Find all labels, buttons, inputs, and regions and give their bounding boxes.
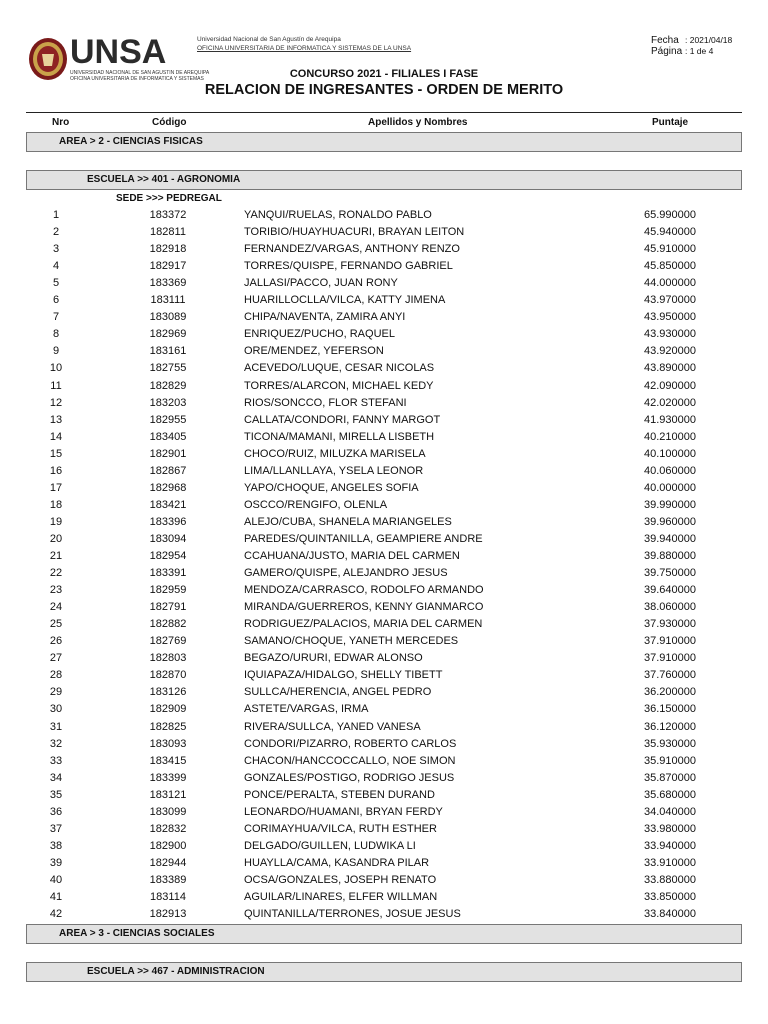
row-nombre: MIRANDA/GUERREROS, KENNY GIANMARCO xyxy=(244,601,484,614)
table-row xyxy=(0,567,768,584)
pagina-value: : 1 de 4 xyxy=(685,46,714,56)
col-codigo: Código xyxy=(152,117,187,128)
row-nombre: TICONA/MAMANI, MIRELLA LISBETH xyxy=(244,430,435,443)
row-nombre: SULLCA/HERENCIA, ANGEL PEDRO xyxy=(244,686,432,699)
row-nombre: CHOCO/RUIZ, MILUZKA MARISELA xyxy=(244,447,426,460)
row-puntaje: 43.920000 xyxy=(644,345,696,358)
row-puntaje: 36.150000 xyxy=(644,703,696,716)
document-meta xyxy=(651,35,732,57)
row-nombre: CORIMAYHUA/VILCA, RUTH ESTHER xyxy=(244,822,437,835)
row-puntaje: 43.950000 xyxy=(644,311,696,324)
row-nro: 36 xyxy=(49,805,63,818)
row-nro: 42 xyxy=(49,908,63,921)
row-codigo: 183372 xyxy=(149,209,187,221)
row-codigo: 182968 xyxy=(149,481,187,494)
row-puntaje: 39.960000 xyxy=(644,515,696,528)
table-row xyxy=(0,618,768,635)
row-codigo: 183126 xyxy=(149,686,187,699)
row-nombre: HUAYLLA/CAMA, KASANDRA PILAR xyxy=(244,856,430,869)
row-codigo: 182909 xyxy=(149,703,187,716)
row-codigo: 183094 xyxy=(149,532,187,545)
row-codigo: 182755 xyxy=(149,362,187,375)
row-nro: 30 xyxy=(49,703,63,716)
row-nombre: ACEVEDO/LUQUE, CESAR NICOLAS xyxy=(244,362,435,375)
row-codigo: 183399 xyxy=(149,771,187,784)
table-row xyxy=(0,669,768,686)
row-nombre: YANQUI/RUELAS, RONALDO PABLO xyxy=(244,209,432,221)
row-codigo: 182901 xyxy=(149,447,187,460)
row-codigo: 182829 xyxy=(149,379,187,392)
row-nro: 22 xyxy=(49,567,63,580)
row-nro: 19 xyxy=(49,515,63,528)
row-codigo: 182769 xyxy=(149,635,187,648)
row-nro: 25 xyxy=(49,618,63,631)
table-row xyxy=(0,482,768,499)
row-nro: 11 xyxy=(50,379,62,392)
row-codigo: 183415 xyxy=(149,754,187,767)
pagina-label: Página xyxy=(651,46,683,57)
logo-subtitle: UNIVERSIDAD NACIONAL DE SAN AGUSTIN DE AREQUIPA OFICINA UNIVERSITARIA DE INFORMATICA Y SISTEMAS xyxy=(70,70,210,82)
row-nombre: QUINTANILLA/TERRONES, JOSUE JESUS xyxy=(244,908,461,921)
row-nombre: FERNANDEZ/VARGAS, ANTHONY RENZO xyxy=(244,243,460,256)
table-row xyxy=(0,397,768,414)
col-nombres: Apellidos y Nombres xyxy=(368,117,468,128)
row-codigo: 182917 xyxy=(149,260,187,273)
col-nro: Nro xyxy=(52,117,70,128)
table-row xyxy=(0,380,768,397)
row-puntaje: 39.940000 xyxy=(644,532,696,545)
row-nro: 41 xyxy=(49,891,63,903)
row-puntaje: 65.990000 xyxy=(644,209,696,221)
row-codigo: 182811 xyxy=(150,226,186,239)
row-puntaje: 35.910000 xyxy=(644,754,696,767)
row-nro: 34 xyxy=(49,771,63,784)
row-codigo: 182900 xyxy=(149,839,187,852)
row-nro: 39 xyxy=(49,856,63,869)
row-nro: 5 xyxy=(52,277,60,290)
row-nombre: LIMA/LLANLLAYA, YSELA LEONOR xyxy=(244,464,424,477)
area-band: AREA > 2 - CIENCIAS FISICAS xyxy=(26,132,742,152)
row-nro: 10 xyxy=(49,362,63,375)
row-nro: 16 xyxy=(49,464,63,477)
row-nombre: GAMERO/QUISPE, ALEJANDRO JESUS xyxy=(244,567,448,580)
row-codigo: 182832 xyxy=(149,822,187,835)
row-nombre: CCAHUANA/JUSTO, MARIA DEL CARMEN xyxy=(244,550,460,562)
row-puntaje: 37.910000 xyxy=(644,635,696,648)
row-nro: 3 xyxy=(52,243,60,256)
row-puntaje: 40.000000 xyxy=(644,481,696,494)
row-codigo: 183114 xyxy=(150,891,186,903)
row-nro: 27 xyxy=(49,652,63,665)
table-row xyxy=(0,755,768,772)
row-nombre: DELGADO/GUILLEN, LUDWIKA LI xyxy=(244,839,416,852)
table-row xyxy=(0,857,768,874)
table-row xyxy=(0,345,768,362)
row-nro: 7 xyxy=(52,311,60,324)
row-puntaje: 39.990000 xyxy=(644,498,696,511)
row-nombre: BEGAZO/URURI, EDWAR ALONSO xyxy=(244,652,423,665)
row-codigo: 182959 xyxy=(149,584,187,597)
row-codigo: 183093 xyxy=(149,737,187,750)
fecha-label: Fecha xyxy=(651,35,679,46)
row-nro: 40 xyxy=(49,873,63,886)
row-nombre: OCSA/GONZALES, JOSEPH RENATO xyxy=(244,873,437,886)
row-codigo: 183389 xyxy=(149,873,187,886)
logo-wordmark: UNSA xyxy=(70,33,167,71)
row-nombre: TORRES/ALARCON, MICHAEL KEDY xyxy=(244,379,434,392)
row-codigo: 182882 xyxy=(149,618,187,631)
row-nro: 4 xyxy=(52,260,60,273)
row-codigo: 182803 xyxy=(149,652,187,665)
row-codigo: 183396 xyxy=(149,515,187,528)
table-row xyxy=(0,277,768,294)
row-puntaje: 35.870000 xyxy=(644,771,696,784)
table-row xyxy=(0,789,768,806)
row-nro: 8 xyxy=(52,328,60,341)
page-title: RELACION DE INGRESANTES - ORDEN DE MERITO xyxy=(204,82,564,98)
table-row xyxy=(0,652,768,669)
table-row xyxy=(0,908,768,925)
row-puntaje: 35.930000 xyxy=(644,737,696,750)
row-puntaje: 40.100000 xyxy=(644,447,696,460)
row-nombre: ORE/MENDEZ, YEFERSON xyxy=(244,345,384,358)
table-row xyxy=(0,823,768,840)
row-codigo: 182791 xyxy=(149,601,187,614)
table-row xyxy=(0,226,768,243)
row-puntaje: 40.060000 xyxy=(644,464,696,477)
row-nombre: LEONARDO/HUAMANI, BRYAN FERDY xyxy=(244,805,443,818)
table-row xyxy=(0,686,768,703)
table-row xyxy=(0,362,768,379)
row-puntaje: 45.940000 xyxy=(644,226,696,239)
row-nro: 23 xyxy=(49,584,63,597)
row-nro: 38 xyxy=(49,839,63,852)
row-codigo: 182913 xyxy=(149,908,187,921)
row-puntaje: 36.120000 xyxy=(644,720,696,733)
table-row xyxy=(0,891,768,908)
row-puntaje: 37.930000 xyxy=(644,618,696,631)
row-codigo: 182954 xyxy=(149,550,187,562)
row-codigo: 183161 xyxy=(149,345,187,358)
row-nro: 33 xyxy=(49,754,63,767)
row-puntaje: 45.910000 xyxy=(644,243,696,256)
row-puntaje: 43.970000 xyxy=(644,294,696,307)
row-puntaje: 33.840000 xyxy=(644,908,696,921)
row-nro: 35 xyxy=(49,788,63,801)
table-row xyxy=(0,414,768,431)
row-nro: 12 xyxy=(49,396,63,409)
row-codigo: 182955 xyxy=(149,413,187,426)
row-nombre: IQUIAPAZA/HIDALGO, SHELLY TIBETT xyxy=(244,669,443,682)
row-codigo: 182870 xyxy=(149,669,187,682)
table-row xyxy=(0,550,768,567)
row-nombre: CALLATA/CONDORI, FANNY MARGOT xyxy=(244,413,441,426)
row-codigo: 182969 xyxy=(149,328,187,341)
row-codigo: 183421 xyxy=(149,498,187,511)
row-nombre: SAMANO/CHOQUE, YANETH MERCEDES xyxy=(244,635,459,648)
row-nombre: RODRIGUEZ/PALACIOS, MARIA DEL CARMEN xyxy=(244,618,483,631)
table-row xyxy=(0,311,768,328)
table-row xyxy=(0,465,768,482)
table-row xyxy=(0,840,768,857)
row-nombre: RIOS/SONCCO, FLOR STEFANI xyxy=(244,396,407,409)
row-nro: 9 xyxy=(52,345,60,358)
row-nro: 14 xyxy=(49,430,63,443)
concurso-title: CONCURSO 2021 - FILIALES I FASE xyxy=(289,68,479,80)
row-codigo: 183121 xyxy=(149,788,187,801)
row-nro: 6 xyxy=(52,294,60,307)
table-row xyxy=(0,703,768,720)
table-row xyxy=(0,448,768,465)
row-nombre: CHACON/HANCCOCCALLO, NOE SIMON xyxy=(244,754,456,767)
row-puntaje: 44.000000 xyxy=(644,277,696,290)
row-codigo: 183405 xyxy=(149,430,187,443)
row-codigo: 183089 xyxy=(149,311,187,324)
table-row xyxy=(0,772,768,789)
row-codigo: 183099 xyxy=(149,805,187,818)
column-header xyxy=(26,112,742,134)
escuela-band: ESCUELA >> 467 - ADMINISTRACION xyxy=(26,962,742,982)
row-puntaje: 39.880000 xyxy=(644,550,696,562)
row-codigo: 182918 xyxy=(149,243,187,256)
row-nombre: CONDORI/PIZARRO, ROBERTO CARLOS xyxy=(244,737,457,750)
row-codigo: 183111 xyxy=(150,294,186,307)
row-nro: 29 xyxy=(49,686,63,699)
table-row xyxy=(0,499,768,516)
row-puntaje: 38.060000 xyxy=(644,601,696,614)
row-nro: 37 xyxy=(49,822,63,835)
row-nro: 13 xyxy=(49,413,63,426)
fecha-value: : 2021/04/18 xyxy=(685,35,733,45)
area-band: AREA > 3 - CIENCIAS SOCIALES xyxy=(26,924,742,944)
row-nombre: TORRES/QUISPE, FERNANDO GABRIEL xyxy=(244,260,453,273)
row-nro: 2 xyxy=(52,226,60,239)
escuela-band: ESCUELA >> 401 - AGRONOMIA xyxy=(26,170,742,190)
row-nro: 15 xyxy=(49,447,63,460)
row-puntaje: 33.880000 xyxy=(644,873,696,886)
row-puntaje: 43.930000 xyxy=(644,328,696,341)
table-row xyxy=(0,635,768,652)
row-puntaje: 35.680000 xyxy=(644,788,696,801)
row-puntaje: 33.940000 xyxy=(644,839,696,852)
row-puntaje: 41.930000 xyxy=(644,413,696,426)
table-row xyxy=(0,243,768,260)
row-codigo: 182825 xyxy=(149,720,187,733)
row-puntaje: 43.890000 xyxy=(644,362,696,375)
row-nro: 18 xyxy=(49,498,63,511)
row-nro: 20 xyxy=(49,532,63,545)
row-codigo: 183369 xyxy=(149,277,187,290)
row-puntaje: 34.040000 xyxy=(644,805,696,818)
row-codigo: 183391 xyxy=(149,567,187,580)
row-nombre: GONZALES/POSTIGO, RODRIGO JESUS xyxy=(244,771,455,784)
table-row xyxy=(0,806,768,823)
row-puntaje: 39.640000 xyxy=(644,584,696,597)
row-nro: 1 xyxy=(52,209,60,221)
row-nombre: TORIBIO/HUAYHUACURI, BRAYAN LEITON xyxy=(244,226,465,239)
table-row xyxy=(0,294,768,311)
institution-name: Universidad Nacional de San Agustín de Arequipa OFICINA UNIVERSITARIA DE INFORMATICA Y SISTEMAS DE LA UNSA xyxy=(197,36,412,52)
row-nro: 26 xyxy=(49,635,63,648)
row-puntaje: 33.910000 xyxy=(644,856,696,869)
row-puntaje: 45.850000 xyxy=(644,260,696,273)
row-nombre: PAREDES/QUINTANILLA, GEAMPIERE ANDRE xyxy=(244,532,483,545)
row-nro: 24 xyxy=(49,601,63,614)
table-row xyxy=(0,601,768,618)
table-row xyxy=(0,209,768,226)
row-nombre: YAPO/CHOQUE, ANGELES SOFIA xyxy=(244,481,419,494)
row-codigo: 182944 xyxy=(149,856,187,869)
table-row xyxy=(0,874,768,891)
table-row xyxy=(0,328,768,345)
row-puntaje: 39.750000 xyxy=(644,567,696,580)
row-codigo: 182867 xyxy=(149,464,187,477)
row-puntaje: 42.020000 xyxy=(644,396,696,409)
row-nombre: CHIPA/NAVENTA, ZAMIRA ANYI xyxy=(244,311,406,324)
row-nro: 28 xyxy=(49,669,63,682)
row-nombre: RIVERA/SULLCA, YANED VANESA xyxy=(244,720,421,733)
col-puntaje: Puntaje xyxy=(652,117,689,128)
row-puntaje: 36.200000 xyxy=(644,686,696,699)
row-nombre: HUARILLOCLLA/VILCA, KATTY JIMENA xyxy=(244,294,446,307)
row-puntaje: 42.090000 xyxy=(644,379,696,392)
table-row xyxy=(0,260,768,277)
row-puntaje: 37.760000 xyxy=(644,669,696,682)
row-nro: 17 xyxy=(49,481,63,494)
row-nombre: AGUILAR/LINARES, ELFER WILLMAN xyxy=(244,891,438,903)
row-nro: 32 xyxy=(49,737,63,750)
row-nro: 21 xyxy=(49,550,63,562)
row-nombre: ASTETE/VARGAS, IRMA xyxy=(244,703,369,716)
table-row xyxy=(0,584,768,601)
row-nro: 31 xyxy=(49,720,63,733)
row-puntaje: 33.980000 xyxy=(644,822,696,835)
table-row xyxy=(0,533,768,550)
table-row xyxy=(0,516,768,533)
sede-label: SEDE >>> PEDREGAL xyxy=(116,193,222,204)
table-row xyxy=(0,431,768,448)
row-nombre: OSCCO/RENGIFO, OLENLA xyxy=(244,498,388,511)
table-row xyxy=(0,721,768,738)
row-nombre: JALLASI/PACCO, JUAN RONY xyxy=(244,277,398,290)
row-nombre: ALEJO/CUBA, SHANELA MARIANGELES xyxy=(244,515,452,528)
table-row xyxy=(0,738,768,755)
row-puntaje: 33.850000 xyxy=(644,891,696,903)
row-puntaje: 37.910000 xyxy=(644,652,696,665)
row-codigo: 183203 xyxy=(149,396,187,409)
row-nombre: MENDOZA/CARRASCO, RODOLFO ARMANDO xyxy=(244,584,484,597)
row-nombre: PONCE/PERALTA, STEBEN DURAND xyxy=(244,788,435,801)
row-nombre: ENRIQUEZ/PUCHO, RAQUEL xyxy=(244,328,395,341)
row-puntaje: 40.210000 xyxy=(644,430,696,443)
